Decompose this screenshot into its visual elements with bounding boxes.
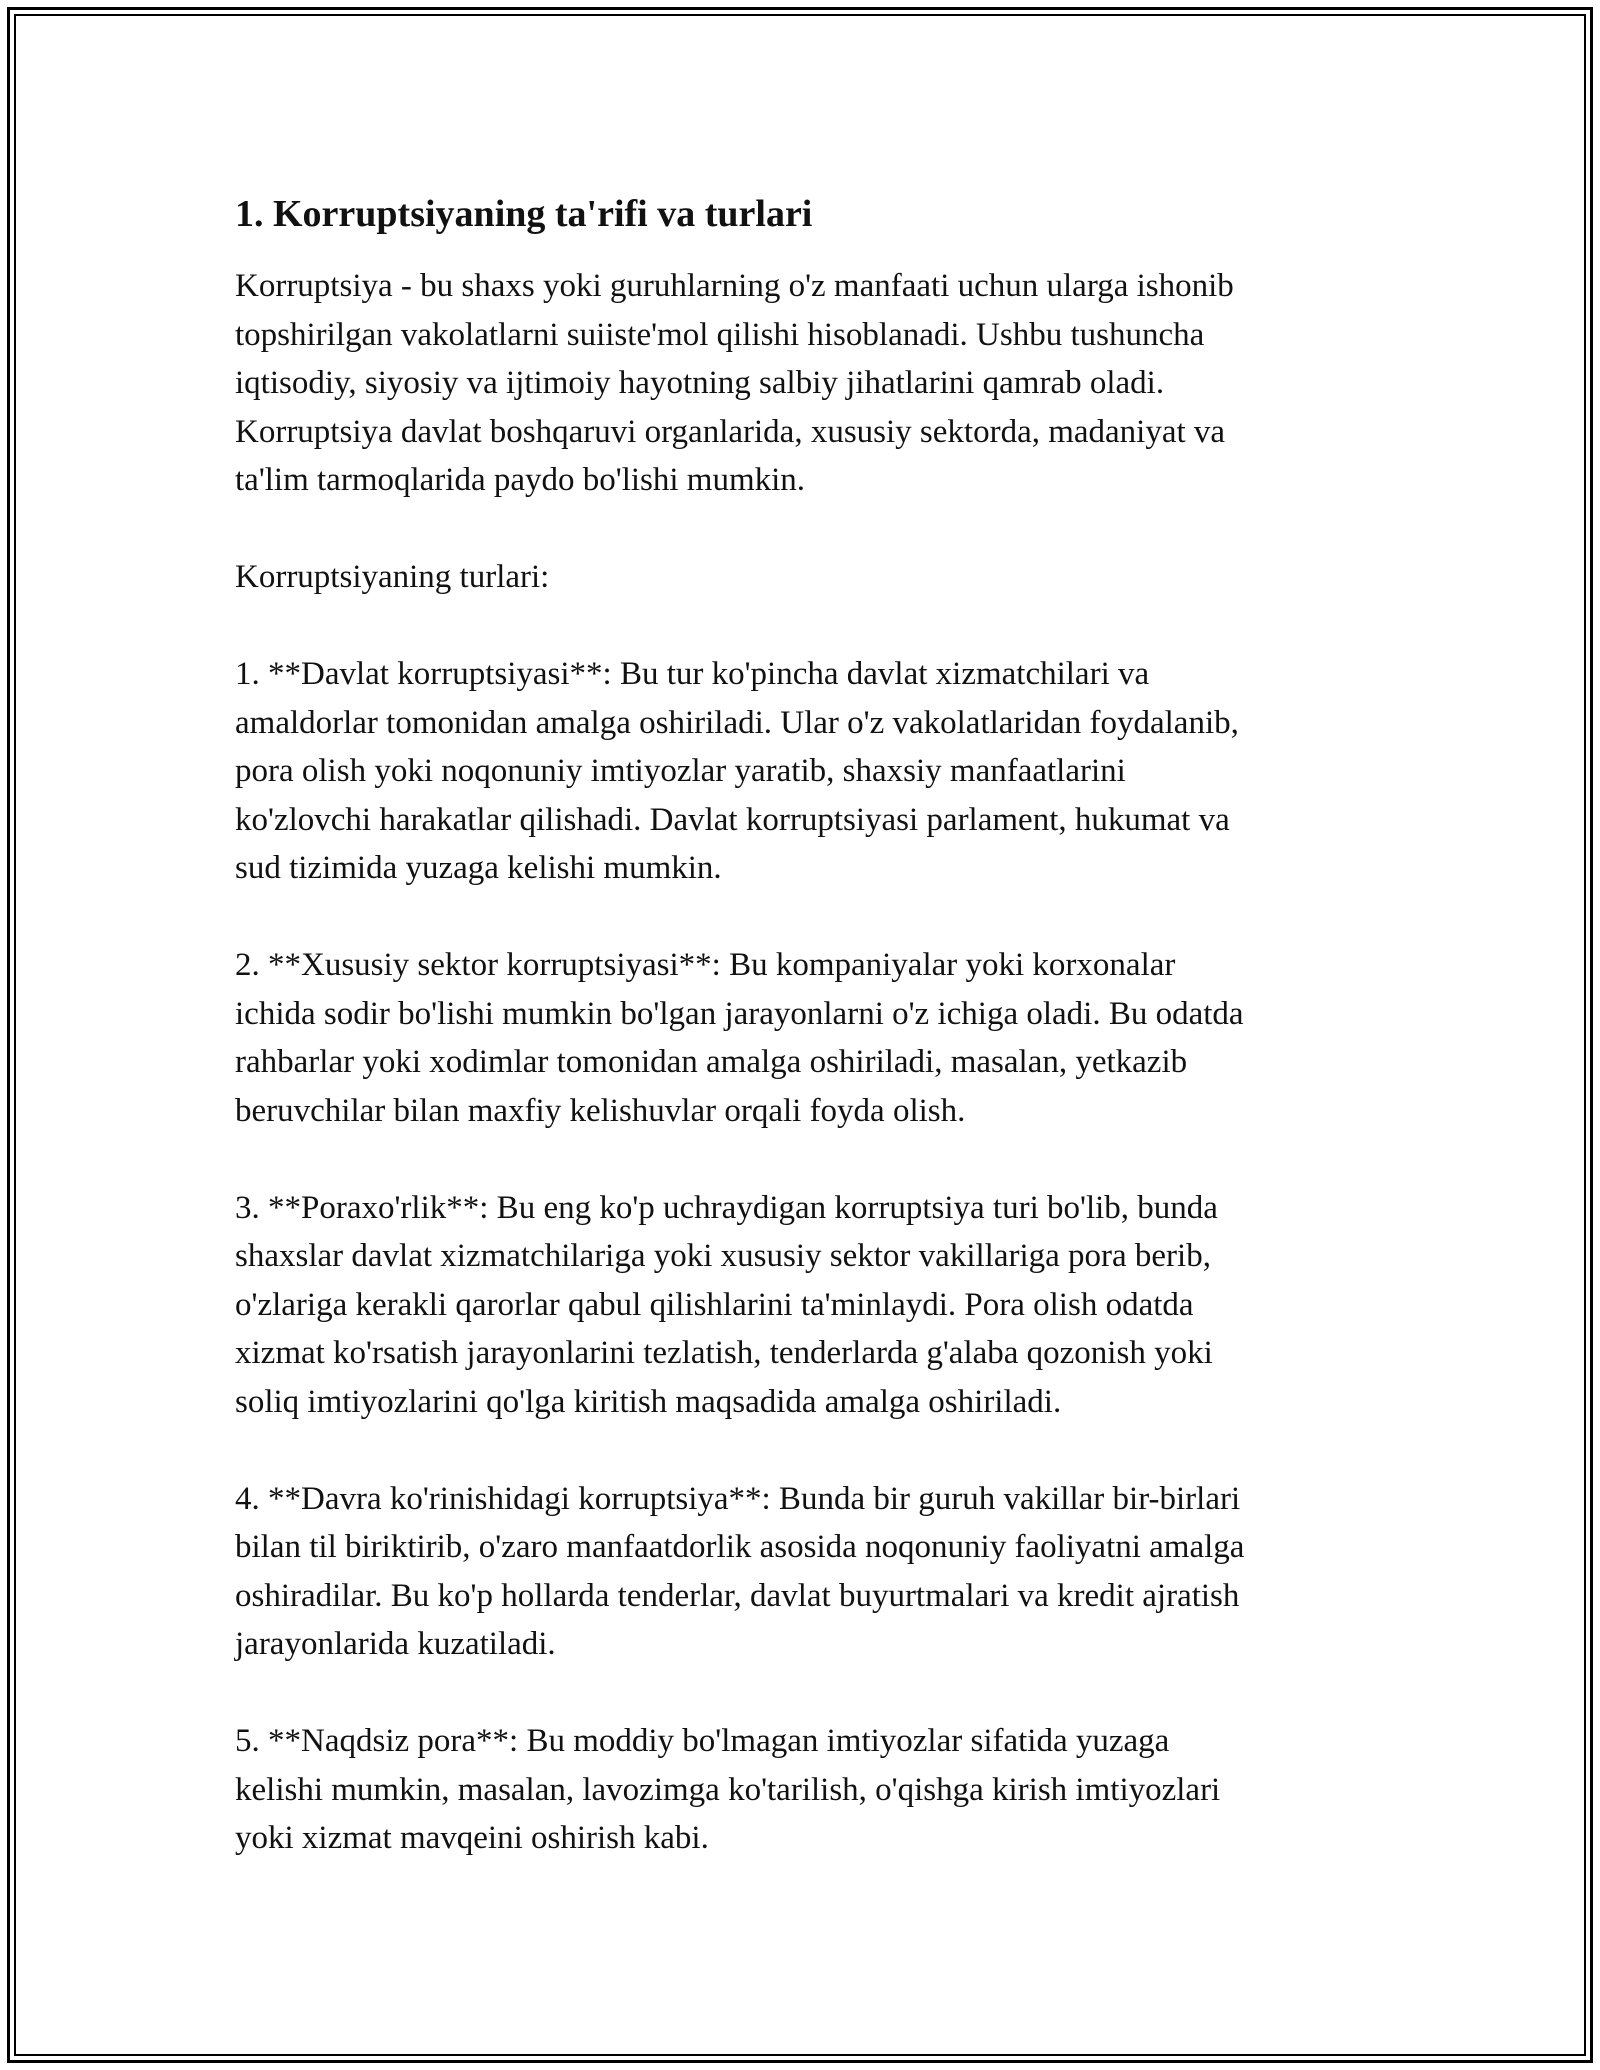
- text-line: ichida sodir bo'lishi mumkin bo'lgan jarayonlarni o'z ichiga oladi. Bu odatda: [235, 995, 1244, 1032]
- intro-paragraph: [235, 262, 1365, 505]
- text-line: 5. **Naqdsiz pora**: Bu moddiy bo'lmagan imtiyozlar sifatida yuzaga: [235, 1723, 1170, 1759]
- text-line: ko'zlovchi harakatlar qilishadi. Davlat korruptsiyasi parlament, hukumat va: [235, 801, 1230, 838]
- text-line: kelishi mumkin, masalan, lavozimga ko'tarilish, o'qishga kirish imtiyozlari: [235, 1771, 1221, 1808]
- text-line: bilan til biriktirib, o'zaro manfaatdorlik asosida noqonuniy faoliyatni amalga: [235, 1529, 1245, 1565]
- text-line: 4. **Davra ko'rinishidagi korruptsiya**: Bunda bir guruh vakillar bir-birlari: [235, 1480, 1241, 1517]
- text-line: amaldorlar tomonidan amalga oshiriladi. Ular o'z vakolatlaridan foydalanib,: [235, 704, 1239, 741]
- text-line: Korruptsiya davlat boshqaruvi organlarida, xususiy sektorda, madaniyat va: [235, 413, 1226, 450]
- text-line: soliq imtiyozlarini qo'lga kiritish maqsadida amalga oshiriladi.: [235, 1383, 1062, 1420]
- text-line: jarayonlarida kuzatiladi.: [235, 1626, 556, 1662]
- type-item-bribery: [235, 1184, 1365, 1427]
- text-line: o'zlariga kerakli qarorlar qabul qilishlarini ta'minlaydi. Pora olish odatda: [235, 1286, 1194, 1323]
- text-line: xizmat ko'rsatish jarayonlarini tezlatish, tenderlarda g'alaba qozonish yoki: [235, 1335, 1213, 1371]
- type-item-state-corruption: [235, 650, 1365, 893]
- text-line: yoki xizmat mavqeini oshirish kabi.: [235, 1820, 709, 1856]
- type-item-collusive-corruption: [235, 1475, 1365, 1669]
- text-line: 3. **Poraxo'rlik**: Bu eng ko'p uchraydigan korruptsiya turi bo'lib, bunda: [235, 1189, 1218, 1226]
- type-item-non-cash-bribe: [235, 1717, 1365, 1863]
- text-line: beruvchilar bilan maxfiy kelishuvlar orqali foyda olish.: [235, 1092, 966, 1129]
- text-line: shaxslar davlat xizmatchilariga yoki xususiy sektor vakillariga pora berib,: [235, 1238, 1211, 1274]
- text-line: pora olish yoki noqonuniy imtiyozlar yaratib, shaxsiy manfaatlarini: [235, 753, 1126, 789]
- text-line: ta'lim tarmoqlarida paydo bo'lishi mumkin.: [235, 462, 806, 498]
- text-line: 2. **Xususiy sektor korruptsiyasi**: Bu kompaniyalar yoki korxonalar: [235, 947, 1176, 983]
- text-line: iqtisodiy, siyosiy va ijtimoiy hayotning salbiy jihatlarini qamrab oladi.: [235, 365, 1165, 401]
- document-body: [235, 186, 1365, 1911]
- document-title: 1. Korruptsiyaning ta'rifi va turlari: [235, 193, 813, 235]
- types-heading: Korruptsiyaning turlari:: [235, 559, 550, 595]
- text-line: sud tizimida yuzaga kelishi mumkin.: [235, 850, 722, 886]
- text-line: rahbarlar yoki xodimlar tomonidan amalga oshiriladi, masalan, yetkazib: [235, 1044, 1188, 1080]
- text-line: Korruptsiya - bu shaxs yoki guruhlarning o'z manfaati uchun ularga ishonib: [235, 268, 1234, 304]
- text-line: topshirilgan vakolatlarni suiiste'mol qilishi hisoblanadi. Ushbu tushuncha: [235, 316, 1205, 353]
- text-line: oshiradilar. Bu ko'p hollarda tenderlar, davlat buyurtmalari va kredit ajratish: [235, 1577, 1240, 1614]
- type-item-private-sector-corruption: [235, 941, 1365, 1135]
- text-line: 1. **Davlat korruptsiyasi**: Bu tur ko'pincha davlat xizmatchilari va: [235, 656, 1150, 692]
